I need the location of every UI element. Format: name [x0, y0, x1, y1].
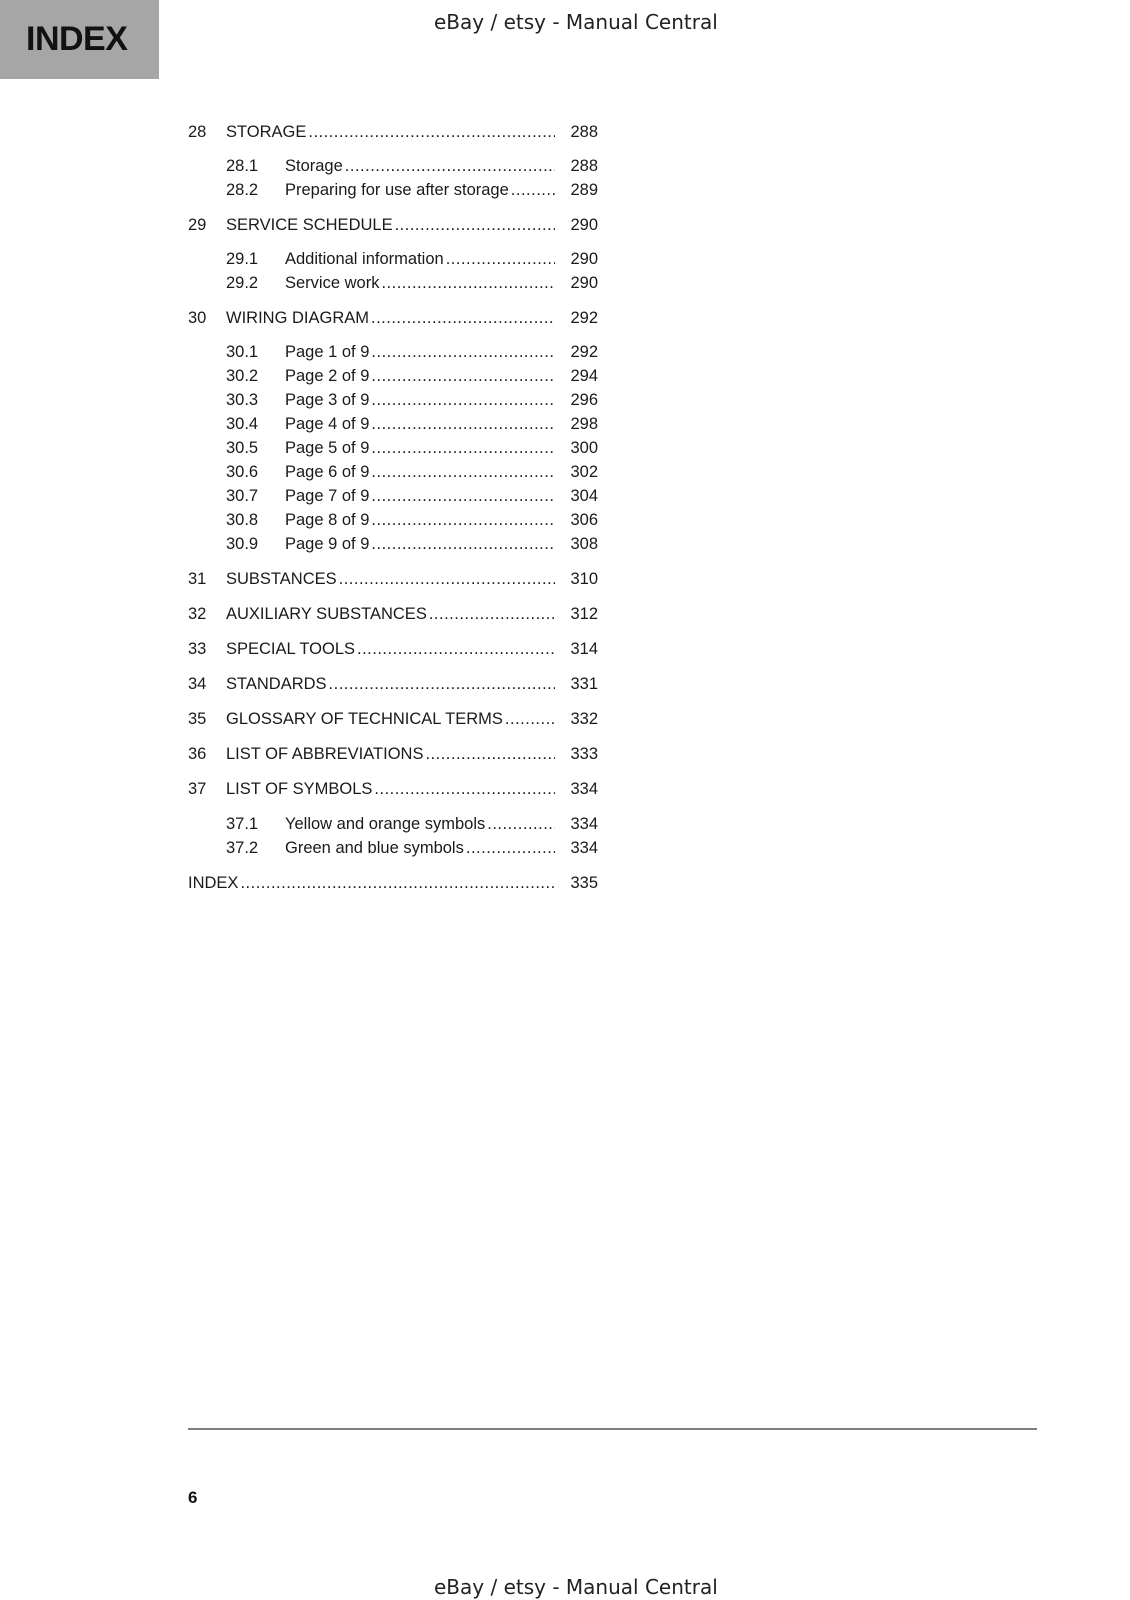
toc-entry[interactable] — [188, 568, 598, 590]
toc-entry[interactable] — [188, 509, 598, 531]
toc-entry-line — [226, 214, 598, 236]
toc-entry[interactable] — [188, 341, 598, 363]
toc-entry-page: 314 — [555, 638, 598, 660]
toc-entry[interactable] — [188, 813, 598, 835]
toc-entry-line — [285, 485, 598, 507]
toc-entry-line — [226, 778, 598, 800]
toc-entry-title: SUBSTANCES — [226, 570, 337, 588]
toc-entry-title: Page 4 of 9 — [285, 415, 370, 433]
toc-entry-page: 334 — [555, 813, 598, 835]
toc-entry-page: 334 — [555, 837, 598, 859]
toc-entry-number: 37 — [188, 780, 207, 798]
toc-entry-line — [226, 307, 598, 329]
toc-entry-line — [285, 365, 598, 387]
toc-entry-line — [285, 437, 598, 459]
dot-leader — [369, 461, 555, 483]
dot-leader — [503, 708, 555, 730]
toc-entry-number: 37.2 — [226, 839, 259, 857]
toc-entry-line — [226, 638, 598, 660]
dot-leader — [337, 568, 555, 590]
toc-entry-title: WIRING DIAGRAM — [226, 309, 369, 327]
toc-entry[interactable] — [188, 485, 598, 507]
toc-entry-title: Page 1 of 9 — [285, 343, 370, 361]
dot-leader — [369, 413, 555, 435]
dot-leader — [423, 743, 555, 765]
toc-entry-title: INDEX — [188, 874, 239, 892]
footer-watermark-text: eBay / etsy - Manual Central — [434, 1575, 718, 1599]
dot-leader — [393, 214, 555, 236]
toc-entry-number: 28.1 — [226, 157, 259, 175]
toc-entry-title: Page 9 of 9 — [285, 535, 370, 553]
dot-leader — [343, 155, 555, 177]
toc-entry-title: Page 6 of 9 — [285, 463, 370, 481]
toc-entry-number: 33 — [188, 640, 207, 658]
dot-leader — [379, 272, 555, 294]
toc-entry-page: 302 — [555, 461, 598, 483]
toc-entry-line — [285, 509, 598, 531]
toc-entry-number: 30.8 — [226, 511, 259, 529]
toc-entry-number: 30.4 — [226, 415, 259, 433]
toc-entry-number: 30.6 — [226, 463, 259, 481]
dot-leader — [369, 307, 555, 329]
toc-entry-title: SERVICE SCHEDULE — [226, 216, 393, 234]
toc-entry-number: 30.3 — [226, 391, 259, 409]
toc-entry-page: 289 — [555, 179, 598, 201]
toc-entry-page: 331 — [555, 673, 598, 695]
toc-entry-number: 35 — [188, 710, 207, 728]
toc-entry-title: Page 7 of 9 — [285, 487, 370, 505]
toc-entry-number: 31 — [188, 570, 207, 588]
toc-entry-title: LIST OF ABBREVIATIONS — [226, 745, 424, 763]
toc-entry-line — [285, 813, 598, 835]
toc-entry-number: 28.2 — [226, 181, 259, 199]
toc-entry-title: Page 2 of 9 — [285, 367, 370, 385]
toc-entry-number: 30.5 — [226, 439, 259, 457]
section-tab-label: INDEX — [26, 20, 128, 58]
toc-entry[interactable] — [188, 461, 598, 483]
toc-entry[interactable] — [188, 673, 598, 695]
toc-entry-title: Service work — [285, 274, 380, 292]
toc-entry[interactable] — [188, 708, 598, 730]
toc-entry[interactable] — [188, 214, 598, 236]
toc-entry-line — [226, 673, 598, 695]
toc-entry-title: AUXILIARY SUBSTANCES — [226, 605, 427, 623]
toc-entry-number: 30.7 — [226, 487, 259, 505]
toc-entry-title: Storage — [285, 157, 343, 175]
toc-entry-number: 30.2 — [226, 367, 259, 385]
toc-entry-line — [285, 533, 598, 555]
toc-entry-title: Yellow and orange symbols — [285, 815, 486, 833]
toc-entry-page: 333 — [555, 743, 598, 765]
dot-leader — [327, 673, 555, 695]
toc-entry-title: STORAGE — [226, 123, 307, 141]
dot-leader — [355, 638, 555, 660]
dot-leader — [369, 533, 555, 555]
toc-entry[interactable] — [188, 638, 598, 660]
toc-entry[interactable] — [188, 121, 598, 143]
toc-entry[interactable] — [188, 437, 598, 459]
toc-entry-page: 292 — [555, 341, 598, 363]
toc-entry-line — [285, 179, 598, 201]
dot-leader — [372, 778, 555, 800]
toc-entry-number: 30.9 — [226, 535, 259, 553]
toc-entry-page: 290 — [555, 214, 598, 236]
toc-entry-number: 28 — [188, 123, 207, 141]
toc-entry-title: LIST OF SYMBOLS — [226, 780, 373, 798]
toc-entry-number: 37.1 — [226, 815, 259, 833]
toc-entry-number: 36 — [188, 745, 207, 763]
dot-leader — [306, 121, 555, 143]
dot-leader — [444, 248, 555, 270]
toc-entry-title: Page 8 of 9 — [285, 511, 370, 529]
toc-entry-number: 29.1 — [226, 250, 259, 268]
toc-entry-line — [285, 272, 598, 294]
toc-entry-page: 335 — [555, 872, 598, 894]
toc-entry[interactable] — [188, 248, 598, 270]
toc-entry[interactable] — [188, 155, 598, 177]
toc-entry-number: 34 — [188, 675, 207, 693]
toc-entry-number: 30.1 — [226, 343, 259, 361]
toc-entry-line — [226, 708, 598, 730]
dot-leader — [369, 341, 555, 363]
toc-entry[interactable] — [188, 778, 598, 800]
toc-entry[interactable] — [188, 365, 598, 387]
toc-entry[interactable] — [188, 389, 598, 411]
toc-entry-page: 294 — [555, 365, 598, 387]
toc-entry-title: GLOSSARY OF TECHNICAL TERMS — [226, 710, 503, 728]
dot-leader — [369, 365, 555, 387]
dot-leader — [509, 179, 555, 201]
toc-entry-line — [285, 389, 598, 411]
toc-entry-page: 332 — [555, 708, 598, 730]
dot-leader — [427, 603, 555, 625]
dot-leader — [485, 813, 555, 835]
toc-entry-title: Additional information — [285, 250, 444, 268]
toc-entry-number: 30 — [188, 309, 207, 327]
toc-entry-page: 298 — [555, 413, 598, 435]
toc-entry[interactable] — [188, 743, 598, 765]
toc-entry-line — [285, 461, 598, 483]
toc-entry-title: STANDARDS — [226, 675, 327, 693]
toc-entry-title: Page 3 of 9 — [285, 391, 370, 409]
toc-entry-page: 296 — [555, 389, 598, 411]
toc-entry-page: 334 — [555, 778, 598, 800]
dot-leader — [238, 872, 555, 894]
toc-entry-page: 288 — [555, 121, 598, 143]
toc-entry[interactable] — [188, 413, 598, 435]
dot-leader — [369, 509, 555, 531]
header-watermark-text: eBay / etsy - Manual Central — [434, 10, 718, 34]
toc-entry-number: 29.2 — [226, 274, 259, 292]
toc-entry-page: 300 — [555, 437, 598, 459]
page-number: 6 — [188, 1488, 198, 1507]
toc-entry-line — [285, 155, 598, 177]
toc-entry-page: 312 — [555, 603, 598, 625]
toc-entry[interactable] — [188, 272, 598, 294]
toc-entry-title: Green and blue symbols — [285, 839, 464, 857]
toc-entry-page: 308 — [555, 533, 598, 555]
toc-entry-number: 29 — [188, 216, 207, 234]
toc-entry-page: 290 — [555, 248, 598, 270]
toc-entry-page: 292 — [555, 307, 598, 329]
toc-entry-line — [285, 413, 598, 435]
toc-entry-line — [226, 603, 598, 625]
toc-entry-page: 310 — [555, 568, 598, 590]
footer-divider — [188, 1428, 1037, 1430]
toc-entry-line — [226, 568, 598, 590]
toc-entry-page: 306 — [555, 509, 598, 531]
toc-entry-line — [285, 341, 598, 363]
toc-entry[interactable] — [188, 872, 598, 894]
toc-entry-page: 290 — [555, 272, 598, 294]
toc-entry-title: SPECIAL TOOLS — [226, 640, 356, 658]
toc-entry-line — [188, 872, 598, 894]
toc-entry-number: 32 — [188, 605, 207, 623]
toc-entry-title: Page 5 of 9 — [285, 439, 370, 457]
dot-leader — [464, 837, 555, 859]
toc-entry-line — [226, 121, 598, 143]
toc-entry-page: 288 — [555, 155, 598, 177]
dot-leader — [369, 437, 555, 459]
toc-entry-line — [285, 248, 598, 270]
toc-entry-line — [285, 837, 598, 859]
toc-entry[interactable] — [188, 307, 598, 329]
toc-entry[interactable] — [188, 603, 598, 625]
toc-entry[interactable] — [188, 533, 598, 555]
section-tab — [0, 0, 159, 79]
dot-leader — [369, 389, 555, 411]
dot-leader — [369, 485, 555, 507]
toc-entry-line — [226, 743, 598, 765]
toc-entry-title: Preparing for use after storage — [285, 181, 509, 199]
toc-entry[interactable] — [188, 179, 598, 201]
toc-entry-page: 304 — [555, 485, 598, 507]
toc-entry[interactable] — [188, 837, 598, 859]
